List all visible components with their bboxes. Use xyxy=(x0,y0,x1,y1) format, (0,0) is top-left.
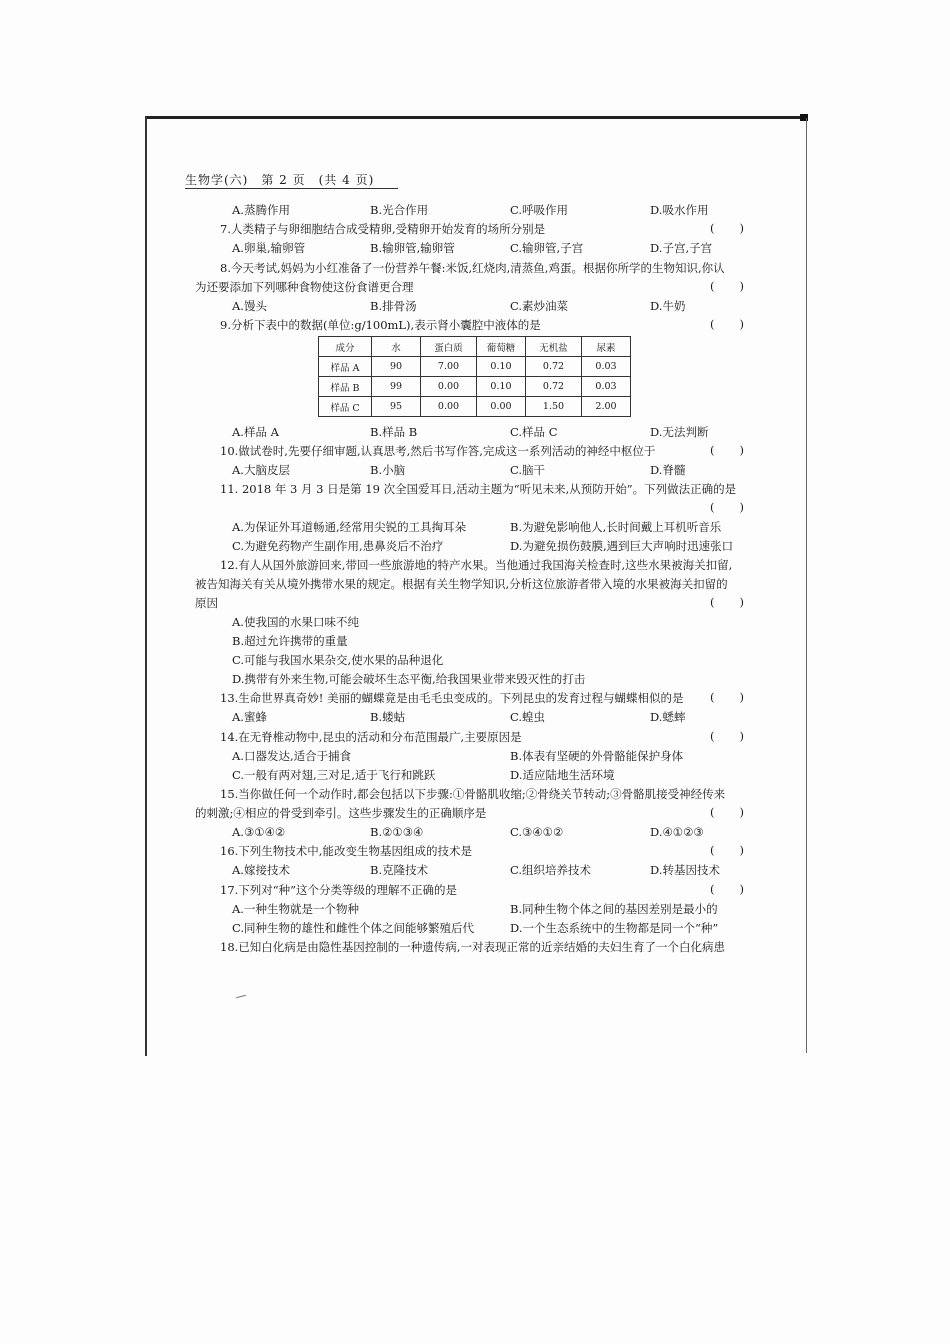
q10-option-a: A.大脑皮层 xyxy=(232,463,290,477)
q14-option-c: C.一般有两对翅,三对足,适于飞行和跳跃 xyxy=(232,768,436,782)
q11-option-d: D.为避免损伤鼓膜,遇到巨大声响时迅速张口 xyxy=(510,539,734,553)
q12-stem: 12.有人从国外旅游回来,带回一些旅游地的特产水果。当他通过我国海关检查时,这些水果被海关扣留, xyxy=(220,558,733,572)
q12-option-c: C.可能与我国水果杂交,使水果的品种退化 xyxy=(232,653,444,667)
q16-option-d: D.转基因技术 xyxy=(650,863,720,877)
q10-option-d: D.脊髓 xyxy=(650,463,686,477)
table-cell: 0.10 xyxy=(477,357,526,377)
table-header-cell: 蛋白质 xyxy=(421,337,477,357)
q13-option-a: A.蜜蜂 xyxy=(232,710,267,724)
q16-stem: 16.下列生物技术中,能改变生物基因组成的技术是 xyxy=(220,844,472,858)
table-cell: 0.03 xyxy=(582,357,631,377)
q17-option-a: A.一种生物就是一个物种 xyxy=(232,902,359,916)
q8-option-c: C.素炒油菜 xyxy=(510,299,569,313)
table-cell: 1.50 xyxy=(526,397,582,417)
q15-option-a: A.③①④② xyxy=(232,825,286,839)
q11-option-b: B.为避免影响他人,长时间戴上耳机听音乐 xyxy=(510,520,722,534)
q7-option-a: A.卵巢,输卵管 xyxy=(232,241,306,255)
answer-bracket: ( ) xyxy=(710,443,744,457)
table-cell: 样品 C xyxy=(319,397,372,417)
q8-option-b: B.排骨汤 xyxy=(370,299,417,313)
q13-option-b: B.蝼蛄 xyxy=(370,710,406,724)
table-cell: 95 xyxy=(372,397,421,417)
table-header-cell: 尿素 xyxy=(582,337,631,357)
table-cell: 90 xyxy=(372,357,421,377)
q12-stem-end: 原因 xyxy=(195,596,218,610)
q13-stem: 13.生命世界真奇妙! 美丽的蝴蝶竟是由毛毛虫变成的。下列昆虫的发育过程与蝴蝶相似的是 xyxy=(220,691,684,705)
table-cell: 99 xyxy=(372,377,421,397)
q15-stem-continued: 的刺激;④相应的骨受到牵引。这些步骤发生的正确顺序是 xyxy=(195,806,487,820)
answer-bracket: ( ) xyxy=(710,882,744,896)
q16-option-b: B.克隆技术 xyxy=(370,863,429,877)
answer-bracket: ( ) xyxy=(710,500,744,514)
table-header-cell: 无机盐 xyxy=(526,337,582,357)
q16-option-c: C.组织培养技术 xyxy=(510,863,592,877)
answer-bracket: ( ) xyxy=(710,690,744,704)
answer-bracket: ( ) xyxy=(710,729,744,743)
page-header: 生物学(六) 第 2 页 (共 4 页) xyxy=(185,173,375,187)
table-cell: 2.00 xyxy=(582,397,631,417)
q9-option-b: B.样品 B xyxy=(370,425,418,439)
header-rule xyxy=(185,188,398,189)
q17-option-c: C.同种生物的雄性和雌性个体之间能够繁殖后代 xyxy=(232,921,475,935)
table-header-cell: 水 xyxy=(372,337,421,357)
answer-bracket: ( ) xyxy=(710,595,744,609)
q9-option-a: A.样品 A xyxy=(232,425,279,439)
table-row xyxy=(319,397,631,417)
q15-stem: 15.当你做任何一个动作时,都会包括以下步骤:①骨骼肌收缩;②骨绕关节转动;③骨骼肌接受神经传来 xyxy=(220,787,726,801)
answer-bracket: ( ) xyxy=(710,221,744,235)
q6-option-d: D.吸水作用 xyxy=(650,203,709,217)
q10-stem: 10.做试卷时,先要仔细审题,认真思考,然后书写作答,完成这一系列活动的神经中枢位于 xyxy=(220,444,656,458)
q11-option-c: C.为避免药物产生副作用,患鼻炎后不治疗 xyxy=(232,539,444,553)
page-border-right xyxy=(806,118,807,1053)
table-header-cell: 成分 xyxy=(319,337,372,357)
q7-option-d: D.子宫,子宫 xyxy=(650,241,713,255)
q15-option-b: B.②①③④ xyxy=(370,825,424,839)
q13-option-d: D.蟋蟀 xyxy=(650,710,686,724)
q13-option-c: C.蝗虫 xyxy=(510,710,546,724)
table-cell: 7.00 xyxy=(421,357,477,377)
table-header-cell: 葡萄糖 xyxy=(477,337,526,357)
table-cell: 0.72 xyxy=(526,377,582,397)
table-row xyxy=(319,377,631,397)
q17-option-b: B.同种生物个体之间的基因差别是最小的 xyxy=(510,902,718,916)
answer-bracket: ( ) xyxy=(710,317,744,331)
q8-option-a: A.馒头 xyxy=(232,299,267,313)
table-cell: 0.00 xyxy=(421,377,477,397)
q6-option-a: A.蒸腾作用 xyxy=(232,203,290,217)
q10-option-b: B.小脑 xyxy=(370,463,406,477)
q14-option-b: B.体表有坚硬的外骨骼能保护身体 xyxy=(510,749,684,763)
answer-bracket: ( ) xyxy=(710,279,744,293)
q8-stem: 8.今天考试,妈妈为小红准备了一份营养午餐:米饭,红烧肉,清蒸鱼,鸡蛋。根据你所学的生物知识,你认 xyxy=(220,261,725,275)
q9-stem: 9.分析下表中的数据(单位:g/100mL),表示肾小囊腔中液体的是 xyxy=(220,318,541,332)
table-cell: 样品 B xyxy=(319,377,372,397)
answer-bracket: ( ) xyxy=(710,805,744,819)
page-border-left xyxy=(145,116,147,1056)
table-cell: 样品 A xyxy=(319,357,372,377)
q14-option-d: D.适应陆地生活环境 xyxy=(510,768,615,782)
q15-option-d: D.④①②③ xyxy=(650,825,704,839)
q17-option-d: D.一个生态系统中的生物都是同一个“种” xyxy=(510,921,719,935)
q17-stem: 17.下列对“种”这个分类等级的理解不正确的是 xyxy=(220,883,458,897)
q15-option-c: C.③④①② xyxy=(510,825,564,839)
q12-option-a: A.使我国的水果口味不纯 xyxy=(232,615,359,629)
q12-option-d: D.携带有外来生物,可能会破坏生态平衡,给我国果业带来毁灭性的打击 xyxy=(232,672,586,686)
table-header-row xyxy=(319,337,631,357)
q18-stem: 18.已知白化病是由隐性基因控制的一种遗传病,一对表现正常的近亲结婚的夫妇生育了一个白化病患 xyxy=(220,940,725,954)
page-border-top xyxy=(146,116,808,119)
q14-stem: 14.在无脊椎动物中,昆虫的活动和分布范围最广,主要原因是 xyxy=(220,730,522,744)
table-cell: 0.00 xyxy=(477,397,526,417)
q16-option-a: A.嫁接技术 xyxy=(232,863,290,877)
table-cell: 0.03 xyxy=(582,377,631,397)
q9-option-d: D.无法判断 xyxy=(650,425,709,439)
q8-option-d: D.牛奶 xyxy=(650,299,686,313)
q12-stem-continued: 被告知海关有关从境外携带水果的规定。根据有关生物学知识,分析这位旅游者带入境的水果被海关扣留的 xyxy=(195,577,728,591)
answer-bracket: ( ) xyxy=(710,843,744,857)
q7-stem: 7.人类精子与卵细胞结合成受精卵,受精卵开始发育的场所分别是 xyxy=(220,222,546,236)
q9-option-c: C.样品 C xyxy=(510,425,558,439)
q10-option-c: C.脑干 xyxy=(510,463,546,477)
table-cell: 0.72 xyxy=(526,357,582,377)
q11-stem: 11. 2018 年 3 月 3 日是第 19 次全国爱耳日,活动主题为“听见未来,从预防开始”。下列做法正确的是 xyxy=(220,482,737,496)
q14-option-a: A.口器发达,适合于捕食 xyxy=(232,749,352,763)
q7-option-c: C.输卵管,子宫 xyxy=(510,241,584,255)
q12-option-b: B.超过允许携带的重量 xyxy=(232,634,348,648)
table-row xyxy=(319,357,631,377)
q6-option-c: C.呼吸作用 xyxy=(510,203,569,217)
table-cell: 0.00 xyxy=(421,397,477,417)
q11-option-a: A.为保证外耳道畅通,经常用尖锐的工具掏耳朵 xyxy=(232,520,467,534)
table-cell: 0.10 xyxy=(477,377,526,397)
data-table xyxy=(318,336,631,417)
q8-stem-continued: 为还要添加下列哪种食物使这份食谱更合理 xyxy=(195,280,414,294)
q7-option-b: B.输卵管,输卵管 xyxy=(370,241,455,255)
q6-option-b: B.光合作用 xyxy=(370,203,429,217)
